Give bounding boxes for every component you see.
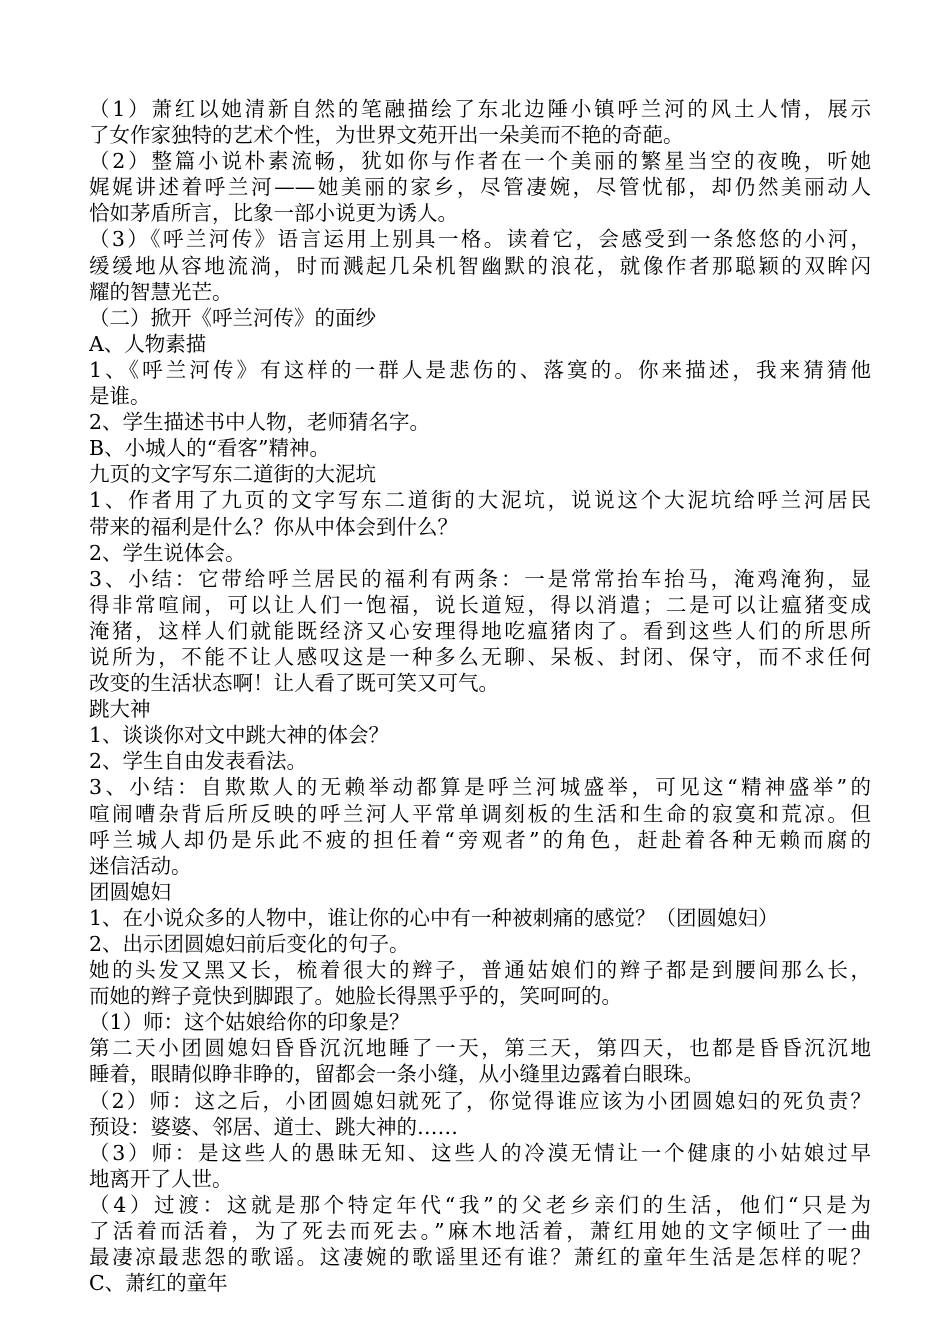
text-line: 九页的文字写东二道街的大泥坑: [89, 462, 376, 487]
text-line: 3、小结：它带给呼兰居民的福利有两条：一是常常抬车抬马，淹鸡淹狗，显: [89, 566, 871, 591]
text-line: （1）萧红以她清新自然的笔融描绘了东北边陲小镇呼兰河的风土人情，展示: [89, 97, 871, 121]
text-line: 呼兰城人却仍是乐此不疲的担任着“旁观者”的角色，赶赴着各种无赖而腐的: [89, 827, 871, 852]
text-line: 了活着而活着，为了死去而死去。”麻木地活着，萧红用她的文字倾吐了一曲: [89, 1219, 871, 1244]
text-line: B、小城人的“看客”精神。: [89, 436, 331, 461]
text-line: 娓娓讲述着呼兰河——她美丽的家乡，尽管凄婉，尽管忧郁，却仍然美丽动人: [89, 175, 871, 200]
text-line: 缓缓地从容地流淌，时而溅起几朵机智幽默的浪花，就像作者那聪颖的双眸闪: [89, 253, 871, 278]
text-line: 说所为，不能不让人感叹这是一种多么无聊、呆板、封闭、保守，而不求任何: [89, 644, 871, 669]
text-line: （2）师：这之后，小团圆媳妇就死了，你觉得谁应该为小团圆媳妇的死负责？: [89, 1088, 871, 1113]
text-line: 2、学生说体会。: [89, 540, 246, 565]
text-line: （2）整篇小说朴素流畅，犹如你与作者在一个美丽的繁星当空的夜晚，听她: [89, 149, 871, 174]
text-line: 改变的生活状态啊！让人看了既可笑又可气。: [89, 671, 499, 696]
text-line: 1、谈谈你对文中跳大神的体会？: [89, 723, 390, 748]
text-line: 第二天小团圆媳妇昏昏沉沉地睡了一天，第三天，第四天，也都是昏昏沉沉地: [89, 1036, 871, 1061]
text-line: A、人物素描: [89, 331, 207, 356]
text-line: 预设：婆婆、邻居、道士、跳大神的……: [89, 1114, 458, 1139]
text-line: 迷信活动。: [89, 853, 192, 878]
text-line: 耀的智慧光芒。: [89, 279, 233, 304]
text-line: 1、在小说众多的人物中，谁让你的心中有一种被刺痛的感觉？（团圆媳妇）: [89, 905, 779, 930]
text-line: 1、作者用了九页的文字写东二道街的大泥坑，说说这个大泥坑给呼兰河居民: [89, 488, 871, 513]
text-line: 带来的福利是什么？你从中体会到什么？: [89, 514, 458, 539]
text-line: 恰如茅盾所言，比象一部小说更为诱人。: [89, 201, 458, 226]
text-line: 她的头发又黑又长，梳着很大的辫子，普通姑娘们的辫子都是到腰间那么长，: [89, 958, 871, 983]
text-line: 2、学生自由发表看法。: [89, 749, 308, 774]
text-line: 地离开了人世。: [89, 1166, 233, 1191]
text-line: 而她的辫子竟快到脚跟了。她脸长得黑乎乎的，笑呵呵的。: [89, 984, 622, 1009]
document-body: [89, 96, 871, 1296]
text-line: （3）师：是这些人的愚昧无知、这些人的冷漠无情让一个健康的小姑娘过早: [89, 1140, 871, 1165]
text-line: 3、小结：自欺欺人的无赖举动都算是呼兰河城盛举，可见这“精神盛举”的: [89, 775, 871, 800]
text-line: 淹猪，这样人们就能既经济又心安理得地吃瘟猪肉了。看到这些人们的所思所: [89, 618, 871, 643]
text-line: C、萧红的童年: [89, 1271, 228, 1296]
text-line: （二）掀开《呼兰河传》的面纱: [89, 305, 376, 330]
text-line: （3）《呼兰河传》语言运用上别具一格。读着它，会感受到一条悠悠的小河，: [89, 227, 871, 252]
text-line: 1、《呼兰河传》有这样的一群人是悲伤的、落寞的。你来描述，我来猜猜他: [89, 357, 871, 382]
text-line: （1）师：这个姑娘给你的印象是？: [89, 1010, 410, 1035]
text-line: 得非常喧闹，可以让人们一饱福，说长道短，得以消遣；二是可以让瘟猪变成: [89, 592, 871, 617]
text-line: （4）过渡：这就是那个特定年代“我”的父老乡亲们的生活，他们“只是为: [89, 1192, 871, 1217]
text-line: 2、出示团圆媳妇前后变化的句子。: [89, 932, 410, 956]
text-line: 喧闹嘈杂背后所反映的呼兰河人平常单调刻板的生活和生命的寂寞和荒凉。但: [89, 801, 871, 826]
text-line: 2、学生描述书中人物，老师猜名字。: [89, 410, 431, 435]
text-line: 了女作家独特的艺术个性，为世界文苑开出一朵美而不艳的奇葩。: [89, 123, 684, 148]
text-line: 睡着，眼睛似睁非睁的，留都会一条小缝，从小缝里边露着白眼珠。: [89, 1062, 704, 1087]
text-line: 跳大神: [89, 697, 151, 722]
text-line: 团圆媳妇: [89, 879, 171, 904]
text-line: 是谁。: [89, 384, 151, 409]
text-line: 最凄凉最悲怨的歌谣。这凄婉的歌谣里还有谁？萧红的童年生活是怎样的呢？: [89, 1245, 871, 1270]
